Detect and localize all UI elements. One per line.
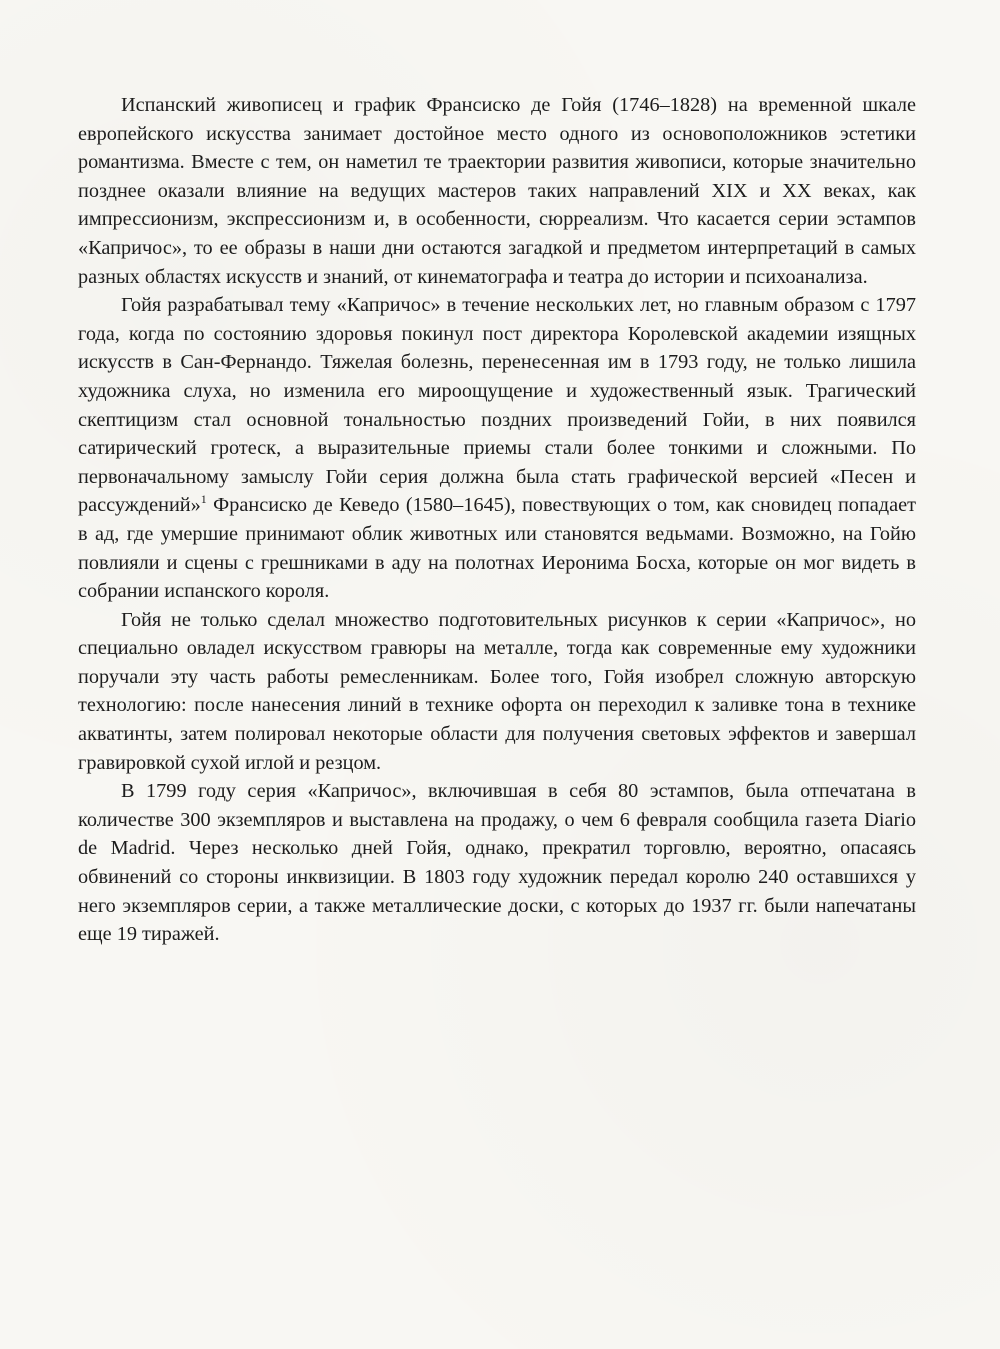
paragraph-caprichos-history xyxy=(78,291,916,606)
body-text xyxy=(78,91,916,949)
paragraph-technique: Гойя не только сделал множество подготовительных рисунков к серии «Капричос», но специально овладел искусством гравюры на металле, тогда как современные ему художники поручали эту часть работы ремесленникам. Более того, Гойя изобрел сложную авторскую технологию: после нанесения линий в технике офорта он переходил к заливке тона в технике акватинты, затем полировал некоторые области для получения световых эффектов и завершал гравировкой сухой иглой и резцом. xyxy=(78,608,916,774)
paragraph-publication: В 1799 году серия «Капричос», включившая в себя 80 эстампов, была отпечатана в количестве 300 экземпляров и выставлена на продажу, о чем 6 февраля сообщила газета Diario de Madrid. Через несколько дней Гойя, однако, прекратил торговлю, вероятно, опасаясь обвинений со стороны инквизиции. В 1803 году художник передал королю 240 оставшихся у него экземпляров серии, а также металлические доски, с которых до 1937 гг. были напечатаны еще 19 тиражей. xyxy=(78,780,916,946)
paragraph-intro: Испанский живописец и график Франсиско де Гойя (1746–1828) на временной шкале европейского искусства занимает достойное место одного из основоположников эстетики романтизма. Вместе с тем, он наметил те траектории развития живописи, которые значительно позднее оказали влияние на ведущих мастеров таких направлений XIX и XX веках, как импрессионизм, экспрессионизм и, в особенности, сюрреализм. Что касается серии эстампов «Капричос», то ее образы в наши дни остаются загадкой и предметом интерпретаций в самых разных областях искусств и знаний, от кинематографа и театра до истории и психоанализа. xyxy=(78,94,916,288)
footnote-reference[interactable]: 1 xyxy=(200,492,207,507)
paragraph-text-before-note: Гойя разрабатывал тему «Капричос» в течение нескольких лет, но главным образом с 1797 года, когда по состоянию здоровья покинул пост директора Королевской академии изящных искусств в Сан-Фернандо. Тяжелая болезнь, перенесенная им в 1793 году, не только лишила художника слуха, но изменила его мироощущение и художественный язык. Трагический скептицизм стал основной тональностью поздних произведений Гойи, в них появился сатирический гротеск, а выразительные приемы стали более тонкими и сложными. По первоначальному замыслу Гойи серия должна была стать графической версией «Песен и рассуждений» xyxy=(78,294,916,517)
paragraph-text-after-note: Франсиско де Кеведо (1580–1645), повествующих о том, как сновидец попадает в ад, где умершие принимают облик животных или становятся ведьмами. Возможно, на Гойю повлияли и сцены с грешниками в аду на полотнах Иеронима Босха, которые он мог видеть в собрании испанского короля. xyxy=(78,494,916,603)
